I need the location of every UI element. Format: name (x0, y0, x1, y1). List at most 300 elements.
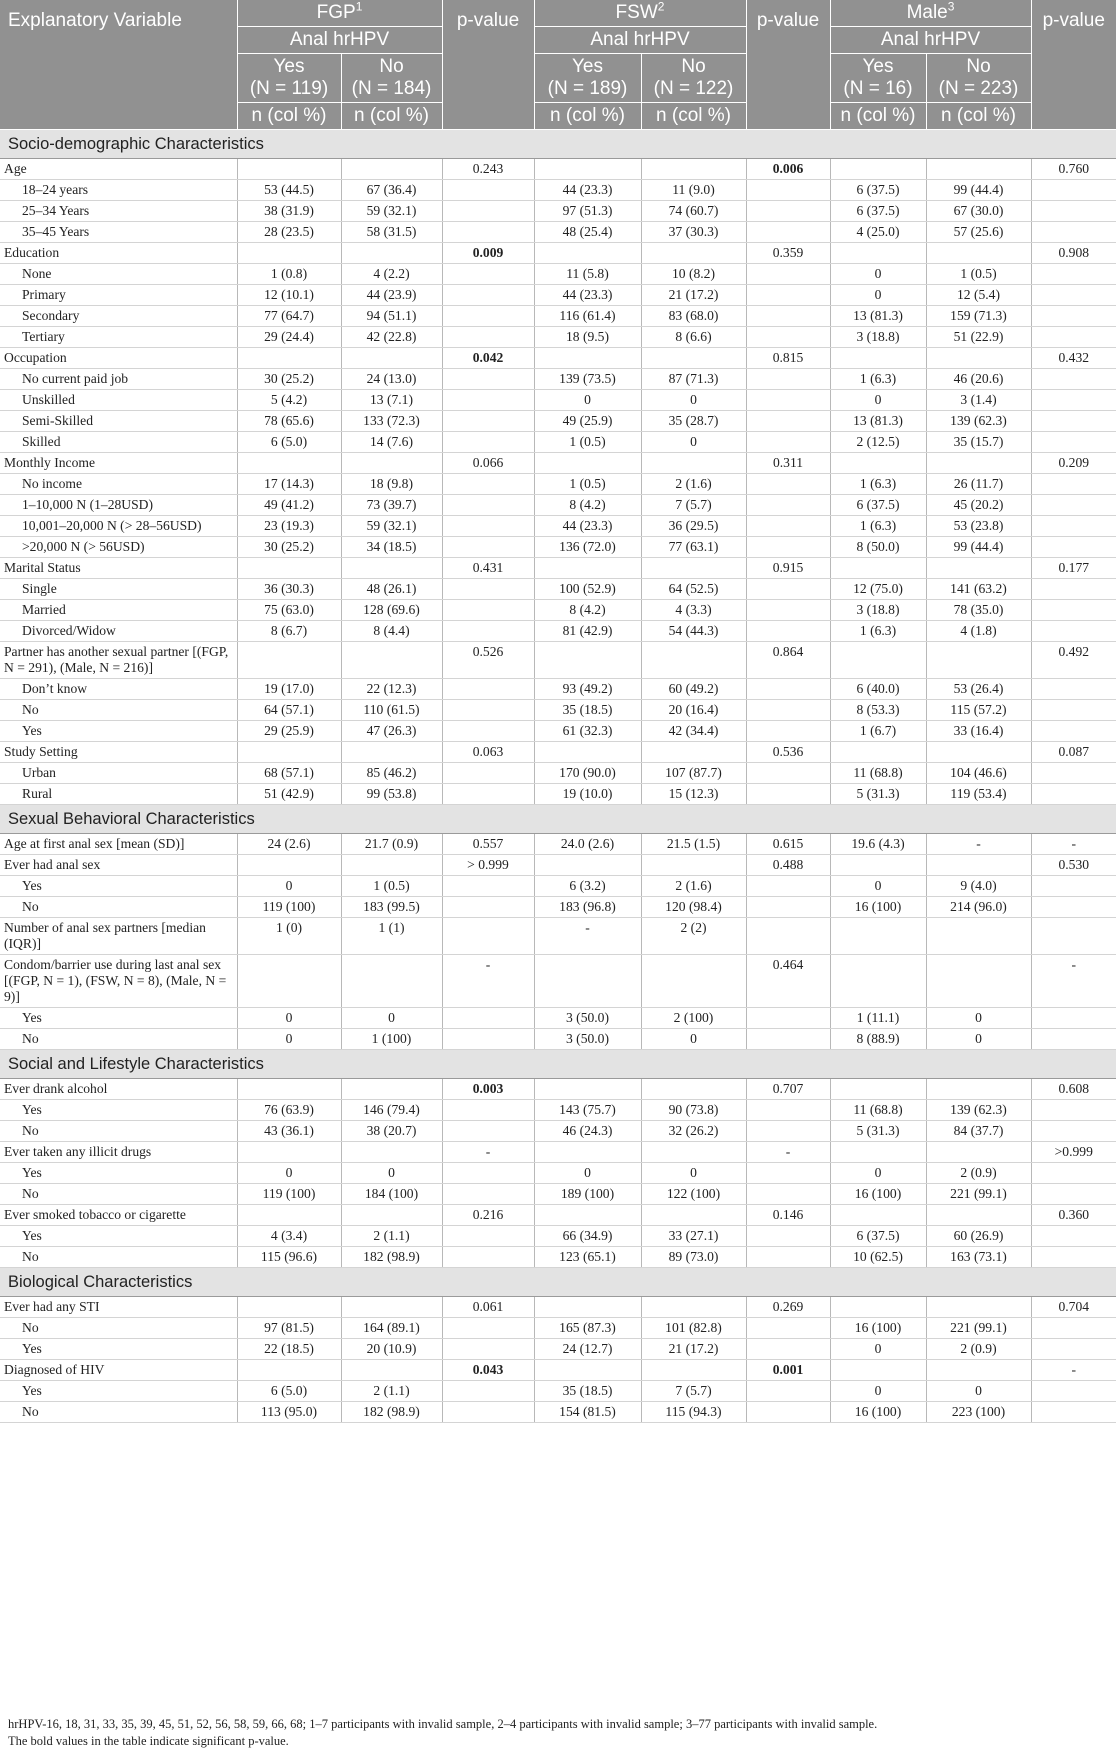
value-cell: 8 (53.3) (830, 700, 926, 721)
empty-cell (1031, 495, 1116, 516)
empty-cell (341, 453, 442, 474)
empty-cell (830, 955, 926, 1008)
value-cell: 2 (0.9) (926, 1163, 1031, 1184)
empty-cell (1031, 369, 1116, 390)
ncol-header: n (col %) (534, 103, 641, 130)
value-cell: 182 (98.9) (341, 1402, 442, 1423)
p-value-cell: 0.042 (442, 348, 534, 369)
value-cell: 67 (30.0) (926, 201, 1031, 222)
empty-cell (830, 348, 926, 369)
empty-cell (926, 1297, 1031, 1318)
empty-cell (237, 742, 341, 763)
footnotes (8, 1716, 877, 1750)
value-cell: 1 (0.8) (237, 264, 341, 285)
value-cell: 8 (4.2) (534, 600, 641, 621)
empty-cell (534, 348, 641, 369)
empty-cell (237, 453, 341, 474)
value-cell: 115 (57.2) (926, 700, 1031, 721)
empty-cell (830, 1205, 926, 1226)
yes-label: Yes (273, 56, 305, 77)
value-cell: 7 (5.7) (641, 495, 746, 516)
empty-cell (746, 721, 830, 742)
value-cell: 46 (24.3) (534, 1121, 641, 1142)
empty-cell (442, 700, 534, 721)
category-label: No (0, 1318, 237, 1339)
value-cell: 73 (39.7) (341, 495, 442, 516)
p-value-cell: 0.061 (442, 1297, 534, 1318)
value-cell: 36 (29.5) (641, 516, 746, 537)
empty-cell (237, 159, 341, 180)
p-value-cell: >0.999 (1031, 1142, 1116, 1163)
empty-cell (442, 537, 534, 558)
empty-cell (341, 1142, 442, 1163)
category-row (0, 579, 1116, 600)
variable-row (0, 453, 1116, 474)
category-row (0, 1029, 1116, 1050)
empty-cell (926, 1142, 1031, 1163)
p-value-cell: 0.488 (746, 855, 830, 876)
category-row (0, 1121, 1116, 1142)
value-cell: 159 (71.3) (926, 306, 1031, 327)
value-cell: 9 (4.0) (926, 876, 1031, 897)
p-value-cell: 0.530 (1031, 855, 1116, 876)
empty-cell (341, 1297, 442, 1318)
p-value-cell: 0.464 (746, 955, 830, 1008)
empty-cell (1031, 516, 1116, 537)
value-cell: 8 (6.7) (237, 621, 341, 642)
value-cell: 221 (99.1) (926, 1184, 1031, 1205)
empty-cell (442, 495, 534, 516)
category-row (0, 1247, 1116, 1268)
value-cell: 24 (12.7) (534, 1339, 641, 1360)
empty-cell (746, 516, 830, 537)
category-label: Secondary (0, 306, 237, 327)
value-cell: 23 (19.3) (237, 516, 341, 537)
empty-cell (830, 453, 926, 474)
empty-cell (746, 1339, 830, 1360)
value-cell: 44 (23.3) (534, 285, 641, 306)
value-cell: 170 (90.0) (534, 763, 641, 784)
value-cell: 42 (22.8) (341, 327, 442, 348)
empty-cell (830, 243, 926, 264)
no-n: (N = 184) (351, 78, 432, 99)
no-header-male (926, 54, 1031, 103)
empty-cell (1031, 1381, 1116, 1402)
empty-cell (1031, 1318, 1116, 1339)
variable-label: Ever smoked tobacco or cigarette (0, 1205, 237, 1226)
section-row (0, 130, 1116, 159)
empty-cell (746, 201, 830, 222)
value-cell: 21 (17.2) (641, 1339, 746, 1360)
value-cell: 0 (926, 1029, 1031, 1050)
value-cell: 89 (73.0) (641, 1247, 746, 1268)
yes-n: (N = 16) (843, 78, 913, 99)
value-cell: 18 (9.8) (341, 474, 442, 495)
empty-cell (1031, 390, 1116, 411)
empty-cell (341, 642, 442, 679)
value-cell: 76 (63.9) (237, 1100, 341, 1121)
p-value-cell: 0.608 (1031, 1079, 1116, 1100)
category-row (0, 495, 1116, 516)
value-cell: 5 (31.3) (830, 1121, 926, 1142)
value-cell: 1 (6.3) (830, 621, 926, 642)
empty-cell (1031, 306, 1116, 327)
category-label: No (0, 897, 237, 918)
category-row (0, 411, 1116, 432)
value-cell: 7 (5.7) (641, 1381, 746, 1402)
value-cell: 75 (63.0) (237, 600, 341, 621)
empty-cell (237, 1297, 341, 1318)
empty-cell (746, 1247, 830, 1268)
value-cell: 189 (100) (534, 1184, 641, 1205)
value-cell: 11 (9.0) (641, 180, 746, 201)
empty-cell (442, 432, 534, 453)
empty-cell (1031, 1339, 1116, 1360)
section-title: Socio-demographic Characteristics (0, 130, 1116, 159)
empty-cell (746, 537, 830, 558)
value-cell: 1 (0.5) (534, 474, 641, 495)
empty-cell (641, 742, 746, 763)
category-row (0, 1318, 1116, 1339)
empty-cell (442, 1247, 534, 1268)
value-cell: 163 (73.1) (926, 1247, 1031, 1268)
value-cell: 94 (51.1) (341, 306, 442, 327)
value-cell: 154 (81.5) (534, 1402, 641, 1423)
value-cell: 1 (1) (341, 918, 442, 955)
value-cell: 97 (81.5) (237, 1318, 341, 1339)
yes-label: Yes (572, 56, 603, 77)
variable-row (0, 1360, 1116, 1381)
empty-cell (830, 1142, 926, 1163)
group-sup: 2 (657, 0, 665, 14)
category-label: Yes (0, 1339, 237, 1360)
category-label: Primary (0, 285, 237, 306)
value-cell: 0 (341, 1163, 442, 1184)
category-label: Married (0, 600, 237, 621)
value-cell: 0 (534, 1163, 641, 1184)
value-cell: 51 (22.9) (926, 327, 1031, 348)
value-cell: 4 (1.8) (926, 621, 1031, 642)
category-label: Divorced/Widow (0, 621, 237, 642)
category-row (0, 369, 1116, 390)
empty-cell (641, 558, 746, 579)
p-value-cell: 0.615 (746, 834, 830, 855)
yes-label: Yes (862, 56, 894, 77)
value-cell: 139 (73.5) (534, 369, 641, 390)
no-label: No (681, 56, 706, 77)
value-cell: 3 (50.0) (534, 1008, 641, 1029)
category-row (0, 1184, 1116, 1205)
empty-cell (341, 1079, 442, 1100)
category-label: Yes (0, 721, 237, 742)
p-value-cell: 0.359 (746, 243, 830, 264)
empty-cell (641, 243, 746, 264)
empty-cell (442, 1121, 534, 1142)
empty-cell (237, 348, 341, 369)
p-value-cell: 0.063 (442, 742, 534, 763)
category-label: 1–10,000 N (1–28USD) (0, 495, 237, 516)
value-cell: 223 (100) (926, 1402, 1031, 1423)
empty-cell (442, 621, 534, 642)
variable-label: Number of anal sex partners [median (IQR)] (0, 918, 237, 955)
empty-cell (442, 180, 534, 201)
value-cell: 1 (6.7) (830, 721, 926, 742)
value-cell: 183 (99.5) (341, 897, 442, 918)
empty-cell (442, 264, 534, 285)
empty-cell (746, 679, 830, 700)
value-cell: 139 (62.3) (926, 411, 1031, 432)
value-cell: 99 (53.8) (341, 784, 442, 805)
pvalue-header-fgp: p-value (442, 0, 534, 130)
category-label: 25–34 Years (0, 201, 237, 222)
value-cell: 28 (23.5) (237, 222, 341, 243)
empty-cell (926, 1079, 1031, 1100)
value-cell: 34 (18.5) (341, 537, 442, 558)
group-header-fsw (534, 0, 746, 27)
value-cell: 3 (18.8) (830, 327, 926, 348)
category-row (0, 1008, 1116, 1029)
empty-cell (1031, 1029, 1116, 1050)
empty-cell (641, 348, 746, 369)
value-cell: 24 (2.6) (237, 834, 341, 855)
empty-cell (1031, 1226, 1116, 1247)
variable-row (0, 1142, 1116, 1163)
empty-cell (237, 642, 341, 679)
category-row (0, 390, 1116, 411)
p-value-cell: 0.915 (746, 558, 830, 579)
category-row (0, 180, 1116, 201)
value-cell: 20 (10.9) (341, 1339, 442, 1360)
section-title: Social and Lifestyle Characteristics (0, 1050, 1116, 1079)
value-cell: 57 (25.6) (926, 222, 1031, 243)
value-cell: 48 (26.1) (341, 579, 442, 600)
value-cell: 19.6 (4.3) (830, 834, 926, 855)
variable-row (0, 742, 1116, 763)
category-label: No (0, 1121, 237, 1142)
value-cell: 6 (37.5) (830, 495, 926, 516)
header-row-1 (0, 0, 1116, 27)
value-cell: 45 (20.2) (926, 495, 1031, 516)
value-cell: 113 (95.0) (237, 1402, 341, 1423)
value-cell: 35 (15.7) (926, 432, 1031, 453)
empty-cell (534, 855, 641, 876)
category-row (0, 516, 1116, 537)
value-cell: 12 (5.4) (926, 285, 1031, 306)
variable-row (0, 558, 1116, 579)
empty-cell (442, 411, 534, 432)
empty-cell (341, 1205, 442, 1226)
value-cell: 116 (61.4) (534, 306, 641, 327)
value-cell: 77 (63.1) (641, 537, 746, 558)
empty-cell (926, 642, 1031, 679)
value-cell: 46 (20.6) (926, 369, 1031, 390)
empty-cell (534, 1142, 641, 1163)
value-cell: 0 (237, 876, 341, 897)
value-cell: 100 (52.9) (534, 579, 641, 600)
table-body (0, 130, 1116, 1423)
value-cell: 64 (52.5) (641, 579, 746, 600)
value-cell: 11 (5.8) (534, 264, 641, 285)
category-row (0, 897, 1116, 918)
value-cell: 53 (26.4) (926, 679, 1031, 700)
empty-cell (926, 243, 1031, 264)
yes-n: (N = 189) (547, 78, 628, 99)
value-cell: 43 (36.1) (237, 1121, 341, 1142)
value-cell: 115 (96.6) (237, 1247, 341, 1268)
value-cell: 0 (926, 1008, 1031, 1029)
value-cell: 24 (13.0) (341, 369, 442, 390)
p-value-cell: - (1031, 834, 1116, 855)
group-header-fgp (237, 0, 442, 27)
value-cell: 104 (46.6) (926, 763, 1031, 784)
value-cell: 0 (830, 1339, 926, 1360)
value-cell: 0 (830, 876, 926, 897)
value-cell: 35 (28.7) (641, 411, 746, 432)
p-value-cell: 0.360 (1031, 1205, 1116, 1226)
variable-label: Diagnosed of HIV (0, 1360, 237, 1381)
empty-cell (442, 1184, 534, 1205)
value-cell: 19 (10.0) (534, 784, 641, 805)
yes-header-fsw (534, 54, 641, 103)
category-label: Single (0, 579, 237, 600)
value-cell: 59 (32.1) (341, 516, 442, 537)
value-cell: 133 (72.3) (341, 411, 442, 432)
category-label: No (0, 1402, 237, 1423)
category-row (0, 327, 1116, 348)
ncol-header: n (col %) (341, 103, 442, 130)
group-sup: 3 (947, 0, 955, 14)
p-value-cell: 0.760 (1031, 159, 1116, 180)
value-cell: 78 (35.0) (926, 600, 1031, 621)
category-label: Skilled (0, 432, 237, 453)
value-cell: 83 (68.0) (641, 306, 746, 327)
no-label: No (379, 56, 404, 77)
p-value-cell: 0.864 (746, 642, 830, 679)
value-cell: 0 (926, 1381, 1031, 1402)
p-value-cell: - (1031, 955, 1116, 1008)
empty-cell (746, 411, 830, 432)
empty-cell (1031, 700, 1116, 721)
empty-cell (341, 855, 442, 876)
footnote-bold: The bold values in the table indicate significant p-value. (8, 1734, 289, 1748)
empty-cell (746, 621, 830, 642)
value-cell: 12 (10.1) (237, 285, 341, 306)
value-cell (830, 918, 926, 955)
value-cell: 20 (16.4) (641, 700, 746, 721)
variable-row (0, 1079, 1116, 1100)
value-cell: 16 (100) (830, 1402, 926, 1423)
variable-label: Ever taken any illicit drugs (0, 1142, 237, 1163)
ncol-header: n (col %) (926, 103, 1031, 130)
value-cell: 2 (2) (641, 918, 746, 955)
empty-cell (442, 369, 534, 390)
category-label: No (0, 1184, 237, 1205)
empty-cell (1031, 180, 1116, 201)
variable-label: Condom/barrier use during last anal sex [(FGP, N = 1), (FSW, N = 8), (Male, N = 9)] (0, 955, 237, 1008)
empty-cell (1031, 1163, 1116, 1184)
empty-cell (237, 558, 341, 579)
p-value-cell: 0.087 (1031, 742, 1116, 763)
empty-cell (830, 1360, 926, 1381)
empty-cell (341, 348, 442, 369)
value-cell: 49 (25.9) (534, 411, 641, 432)
value-cell: 3 (50.0) (534, 1029, 641, 1050)
value-cell: 64 (57.1) (237, 700, 341, 721)
value-cell: 221 (99.1) (926, 1318, 1031, 1339)
pvalue-header-male: p-value (1031, 0, 1116, 130)
value-cell: 0 (237, 1029, 341, 1050)
value-cell: 119 (100) (237, 897, 341, 918)
empty-cell (442, 222, 534, 243)
no-n: (N = 223) (938, 78, 1019, 99)
group-sup: 1 (355, 0, 363, 14)
empty-cell (341, 243, 442, 264)
footnote-hrhpv: hrHPV-16, 18, 31, 33, 35, 39, 45, 51, 52, 56, 58, 59, 66, 68; 1–7 participants with invalid sample, 2–4 participants with invalid sample; 3–77 participants with invalid sample. (8, 1717, 878, 1731)
empty-cell (1031, 784, 1116, 805)
variable-row (0, 243, 1116, 264)
value-cell: 2 (1.1) (341, 1226, 442, 1247)
empty-cell (926, 955, 1031, 1008)
p-value-cell: 0.177 (1031, 558, 1116, 579)
value-cell: 110 (61.5) (341, 700, 442, 721)
yes-header-fgp (237, 54, 341, 103)
category-label: 35–45 Years (0, 222, 237, 243)
p-value-cell: 0.243 (442, 159, 534, 180)
category-label: Unskilled (0, 390, 237, 411)
value-cell: 184 (100) (341, 1184, 442, 1205)
empty-cell (534, 1360, 641, 1381)
value-cell: 2 (1.1) (341, 1381, 442, 1402)
empty-cell (442, 1381, 534, 1402)
empty-cell (1031, 1402, 1116, 1423)
empty-cell (1031, 579, 1116, 600)
category-row (0, 679, 1116, 700)
empty-cell (1031, 201, 1116, 222)
empty-cell (746, 876, 830, 897)
value-cell: 1 (0.5) (341, 876, 442, 897)
value-cell: 4 (25.0) (830, 222, 926, 243)
variable-row (0, 642, 1116, 679)
value-cell: 24.0 (2.6) (534, 834, 641, 855)
no-n: (N = 122) (653, 78, 734, 99)
p-value-cell: 0.431 (442, 558, 534, 579)
category-row (0, 306, 1116, 327)
value-cell: 59 (32.1) (341, 201, 442, 222)
empty-cell (641, 955, 746, 1008)
pvalue-header-fsw: p-value (746, 0, 830, 130)
p-value-cell: - (442, 1142, 534, 1163)
value-cell: 21.7 (0.9) (341, 834, 442, 855)
empty-cell (746, 264, 830, 285)
category-label: Don’t know (0, 679, 237, 700)
value-cell: 0 (641, 390, 746, 411)
category-row (0, 784, 1116, 805)
value-cell: 0 (237, 1008, 341, 1029)
category-label: Yes (0, 876, 237, 897)
category-row (0, 432, 1116, 453)
value-cell: 136 (72.0) (534, 537, 641, 558)
empty-cell (237, 1142, 341, 1163)
p-value-cell: 0.432 (1031, 348, 1116, 369)
category-label: Semi-Skilled (0, 411, 237, 432)
empty-cell (442, 1318, 534, 1339)
empty-cell (1031, 537, 1116, 558)
category-row (0, 876, 1116, 897)
category-row (0, 763, 1116, 784)
empty-cell (926, 558, 1031, 579)
ncol-header: n (col %) (237, 103, 341, 130)
value-cell: 32 (26.2) (641, 1121, 746, 1142)
